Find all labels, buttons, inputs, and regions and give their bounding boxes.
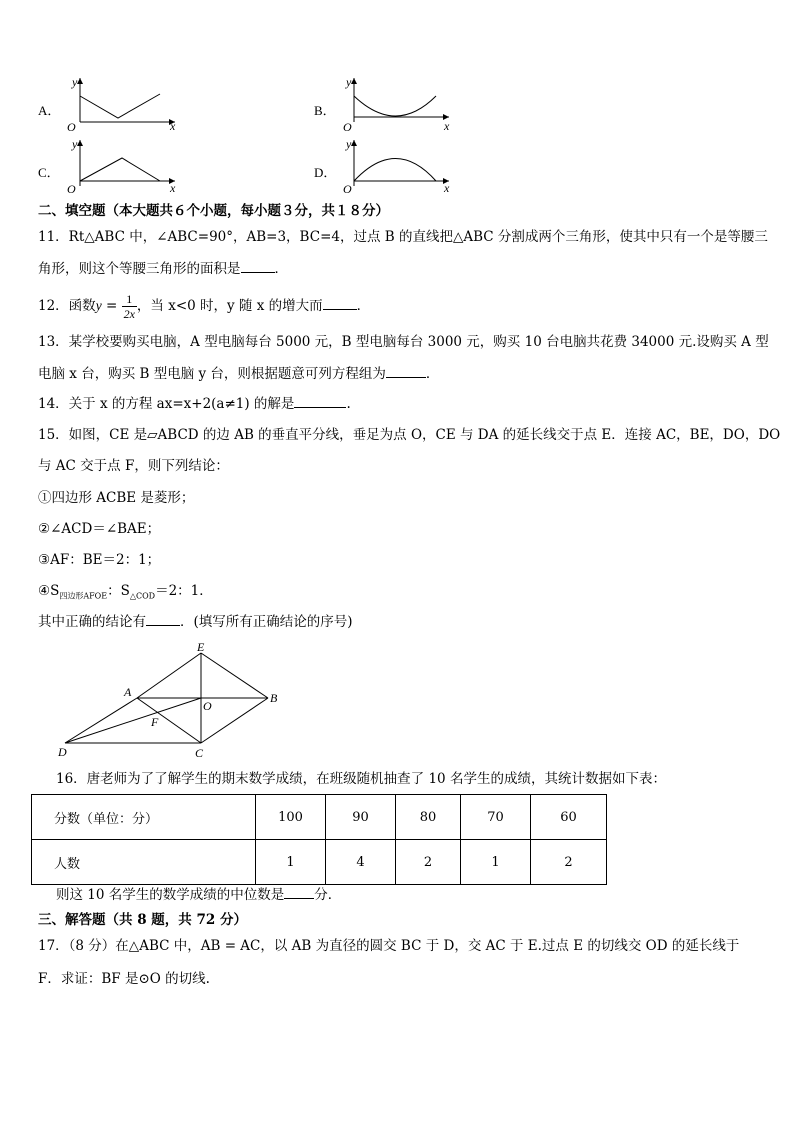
q11-answer-blank[interactable]: [241, 260, 275, 273]
axis-y-label: y: [346, 137, 352, 151]
q15-c4-s1: ④S: [38, 583, 60, 599]
origin-label: O: [67, 182, 76, 196]
q15-conclusion-2: ②∠ACD＝∠BAE；: [38, 521, 161, 537]
q17-line2: F．求证：BF 是⊙O 的切线.: [38, 971, 210, 987]
q12-eq: =: [101, 298, 122, 314]
option-d-label: D．: [314, 165, 337, 180]
q15-line2: 与 AC 交于点 F，则下列结论：: [38, 458, 229, 474]
axis-y-label: y: [72, 75, 78, 89]
axis-x-label: x: [444, 181, 450, 195]
q11-line1: 11．Rt△ABC 中，∠ABC=90°，AB=3，BC=4，过点 B 的直线把△ABC 分割成两个三角形，使其中只有一个是等腰三: [38, 229, 768, 245]
q12-prefix: 12．函数: [38, 298, 96, 314]
q13-line2: [38, 365, 439, 383]
q11-text: 角形，则这个等腰三角形的面积是: [38, 261, 241, 277]
q15-answer-blank[interactable]: [146, 613, 180, 626]
q15-c4-mid: ：S: [107, 583, 130, 599]
q12-answer-blank[interactable]: [323, 297, 357, 310]
q12-line: [38, 290, 370, 322]
q15-figure: [55, 640, 295, 762]
q15-conclusion-1: ①四边形 ACBE 是菱形；: [38, 490, 195, 506]
point-b-label: B: [270, 691, 278, 705]
q15-conclusion-3: ③AF：BE＝2：1；: [38, 552, 161, 568]
table-cell: 100: [256, 795, 326, 840]
table-header-cell: 分数（单位：分）: [32, 795, 256, 840]
option-b-label: B．: [314, 103, 336, 118]
option-c-label: C．: [38, 165, 60, 180]
q13-answer-blank[interactable]: [386, 365, 426, 378]
table-cell: 2: [396, 840, 461, 885]
q13-end: ．: [425, 366, 440, 382]
q12-den: 2x: [123, 307, 135, 321]
point-o-label: O: [203, 699, 212, 713]
q15-ask-end: ．(填写所有正确结论的序号): [180, 614, 353, 630]
q12-num: 1: [122, 292, 137, 307]
q15-c4-sub2: △COD: [129, 591, 156, 601]
section3-heading: 三、解答题（共 8 题，共 72 分）: [38, 912, 247, 928]
q13-text: 电脑 x 台，购买 B 型电脑 y 台，则根据题意可列方程组为: [38, 366, 386, 382]
q14-end: .: [346, 396, 351, 412]
option-c-graph: [60, 136, 180, 196]
point-a-label: A: [124, 685, 132, 699]
q15-line1: 15．如图，CE 是▱ABCD 的边 AB 的垂直平分线，垂足为点 O，CE 与 DA 的延长线交于点 E．连接 AC，BE，DO，DO: [38, 427, 781, 443]
q13-line1: 13．某学校要购买电脑，A 型电脑每台 5000 元，B 型电脑每台 3000 元，购买 10 台电脑共花费 34000 元.设购买 A 型: [38, 334, 769, 350]
point-f-label: F: [151, 715, 159, 729]
table-cell: 90: [326, 795, 396, 840]
option-a-graph: [60, 74, 180, 134]
q15-c4-end: ＝2：1．: [155, 583, 213, 599]
q12-suffix: ，当 x<0 时，y 随 x 的增大而: [136, 298, 323, 314]
q12-end: ．: [356, 298, 371, 314]
table-row: [32, 840, 607, 885]
q16-after: [56, 886, 341, 904]
table-cell: 80: [396, 795, 461, 840]
point-d-label: D: [58, 745, 67, 759]
option-d-graph: [334, 136, 454, 196]
option-b-graph: [334, 74, 454, 134]
table-cell: 1: [461, 840, 531, 885]
q17-line1: 17．（8 分）在△ABC 中，AB = AC，以 AB 为直径的圆交 BC 于 D，交 AC 于 E.过点 E 的切线交 OD 的延长线于: [38, 938, 740, 954]
q15-c4-sub1: 四边形AFOE: [59, 591, 108, 601]
q11-end: ．: [274, 261, 288, 277]
q12-fraction: [122, 292, 137, 321]
q15-ask-text: 其中正确的结论有: [38, 614, 146, 630]
table-cell: 4: [326, 840, 396, 885]
table-cell: 70: [461, 795, 531, 840]
axis-x-label: x: [170, 119, 176, 133]
q11-line2: [38, 260, 288, 278]
q14-answer-blank[interactable]: [294, 395, 346, 408]
q14-line: [38, 395, 351, 413]
section2-heading: 二、填空题（本大题共６个小题，每小题３分，共１８分）: [38, 203, 389, 219]
axis-x-label: x: [170, 181, 176, 195]
q16-after-text: 则这 10 名学生的数学成绩的中位数是: [56, 887, 285, 903]
table-row: [32, 795, 607, 840]
origin-label: O: [343, 182, 352, 196]
axis-x-label: x: [444, 119, 450, 133]
table-cell: 1: [256, 840, 326, 885]
table-cell: 2: [531, 840, 607, 885]
point-c-label: C: [195, 746, 204, 760]
q16-intro: 16．唐老师为了了解学生的期末数学成绩，在班级随机抽查了 10 名学生的成绩，其统计数据如下表：: [56, 771, 666, 787]
q16-answer-blank[interactable]: [284, 886, 314, 899]
q16-score-table: [31, 794, 607, 885]
origin-label: O: [343, 120, 352, 134]
axis-y-label: y: [72, 137, 78, 151]
q12-y: y: [95, 298, 102, 313]
q15-conclusion-4: [38, 582, 213, 606]
option-a-label: A．: [38, 103, 61, 118]
axis-y-label: y: [346, 75, 352, 89]
point-e-label: E: [197, 640, 205, 654]
q15-ask: [38, 613, 353, 631]
q16-after-end: 分．: [314, 887, 342, 903]
q14-text: 14．关于 x 的方程 ax=x+2(a≠1) 的解是: [38, 396, 295, 412]
table-header-cell: 人数: [32, 840, 256, 885]
origin-label: O: [67, 120, 76, 134]
table-cell: 60: [531, 795, 607, 840]
